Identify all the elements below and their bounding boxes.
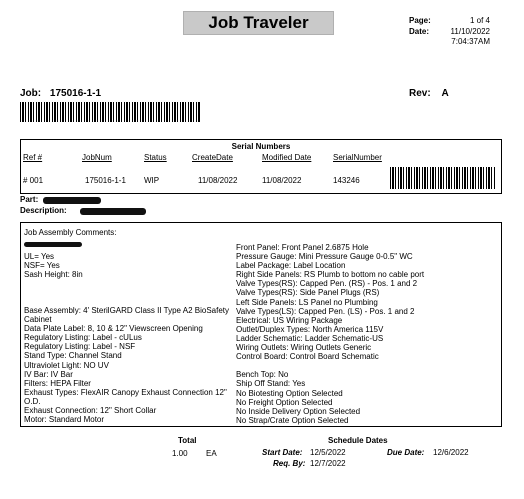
start-date-value: 12/5/2022: [310, 448, 346, 457]
col-header-createdate: CreateDate: [192, 153, 233, 162]
comment-line: Cabinet: [24, 315, 52, 325]
comment-line: Valve Types(LS): Capped Pen. (LS) - Pos. 1 and 2: [236, 306, 415, 316]
start-date-label: Start Date:: [262, 448, 303, 457]
col-header-ref: Ref #: [23, 153, 43, 162]
comments-left-top: [24, 252, 83, 279]
col-header-modified-date: Modified Date: [262, 153, 312, 162]
cell-serialnumber: 143246: [333, 176, 360, 185]
comment-line: Ladder Schematic: Ladder Schematic-US: [236, 333, 384, 343]
comment-line: Filters: HEPA Filter: [24, 378, 91, 388]
job-barcode: [20, 102, 200, 122]
comments-title: Job Assembly Comments:: [24, 228, 117, 237]
comment-line: Label Package: Label Location: [236, 261, 346, 271]
comment-line: Sash Height: 8in: [24, 270, 83, 280]
comment-line: Wiring Outlets: Wiring Outlets Generic: [236, 343, 372, 353]
description-redaction: [80, 208, 146, 215]
comment-line: Bench Top: No: [236, 370, 289, 380]
comment-line: No Biotesting Option Selected: [236, 388, 343, 398]
comment-line: Stand Type: Channel Stand: [24, 351, 122, 361]
comment-line: Electrical: US Wiring Package: [236, 315, 343, 325]
total-unit: EA: [206, 449, 217, 458]
comment-line: IV Bar: IV Bar: [24, 369, 73, 379]
total-label: Total: [178, 436, 197, 445]
due-date-label: Due Date:: [387, 448, 425, 457]
col-header-status: Status: [144, 153, 167, 162]
comment-line: NSF= Yes: [24, 261, 60, 271]
time-value: 7:04:37AM: [451, 37, 490, 46]
comment-line: Regulatory Listing: Label - NSF: [24, 342, 136, 352]
comment-line: Valve Types(RS): Side Panel Plugs (RS): [236, 288, 380, 298]
serial-numbers-title: Serial Numbers: [231, 142, 291, 151]
comment-line: Ultraviolet Light: NO UV: [24, 360, 109, 370]
part-label: Part:: [20, 195, 39, 204]
cell-modified-date: 11/08/2022: [262, 176, 302, 185]
description-label: Description:: [20, 206, 67, 215]
comment-line: No Strap/Crate Option Selected: [236, 415, 349, 425]
date-label: Date:: [409, 27, 430, 36]
comment-line: Front Panel: Front Panel 2.6875 Hole: [236, 243, 369, 252]
serial-barcode: [390, 167, 496, 189]
total-value: 1.00: [172, 449, 188, 458]
comment-line: [236, 361, 424, 370]
job-number: 175016-1-1: [49, 88, 102, 99]
comment-line: Pressure Gauge: Mini Pressure Gauge 0-0.5" WC: [236, 252, 413, 262]
rev-line: [409, 88, 449, 99]
comment-line: Right Side Panels: RS Plumb to bottom no cable port: [236, 270, 425, 280]
comment-line: Outlet/Duplex Types: North America 115V: [236, 324, 384, 334]
col-header-serialnumber: SerialNumber: [333, 153, 382, 162]
due-date-value: 12/6/2022: [433, 448, 469, 457]
comment-line: Exhaust Types: FlexAIR Canopy Exhaust Connection 12": [24, 387, 227, 397]
comment-line: Regulatory Listing: Label - cULus: [24, 333, 142, 343]
job-label: Job:: [20, 88, 42, 99]
col-header-jobnum: JobNum: [82, 153, 112, 162]
cell-status: WIP: [144, 176, 160, 185]
page-label: Page:: [409, 16, 431, 25]
comments-redaction: [24, 242, 82, 247]
document-title: Job Traveler: [183, 11, 334, 35]
comment-line: No Inside Delivery Option Selected: [236, 406, 361, 416]
date-value: 11/10/2022: [450, 27, 490, 36]
cell-createdate: 11/08/2022: [198, 176, 238, 185]
job-line: [20, 88, 101, 99]
comment-line: O.D.: [24, 396, 41, 406]
comment-line: Base Assembly: 4' SterilGARD Class II Type A2 BioSafety: [24, 306, 230, 315]
rev-value: A: [441, 88, 449, 99]
comments-right: [236, 243, 424, 425]
comment-line: Exhaust Connection: 12" Short Collar: [24, 406, 157, 416]
req-by-value: 12/7/2022: [310, 459, 346, 468]
req-by-label: Req. By:: [273, 459, 306, 468]
comment-line: UL= Yes: [24, 252, 55, 261]
comments-left-bottom: [24, 306, 229, 424]
comment-line: Valve Types(RS): Capped Pen. (RS) - Pos. 1 and 2: [236, 279, 418, 289]
part-redaction: [43, 197, 101, 204]
comment-line: Motor: Standard Motor: [24, 415, 105, 425]
comment-line: Data Plate Label: 8, 10 & 12" Viewscreen Opening: [24, 324, 203, 334]
rev-label: Rev:: [409, 88, 431, 99]
comment-line: Control Board: Control Board Schematic: [236, 352, 379, 362]
comment-line: Ship Off Stand: Yes: [236, 379, 306, 389]
cell-ref: # 001: [23, 176, 44, 185]
page-value: 1 of 4: [469, 16, 490, 25]
comment-line: Left Side Panels: LS Panel no Plumbing: [236, 297, 378, 307]
schedule-dates-title: Schedule Dates: [328, 436, 388, 445]
cell-jobnum: 175016-1-1: [85, 176, 126, 185]
comment-line: No Freight Option Selected: [236, 397, 333, 407]
